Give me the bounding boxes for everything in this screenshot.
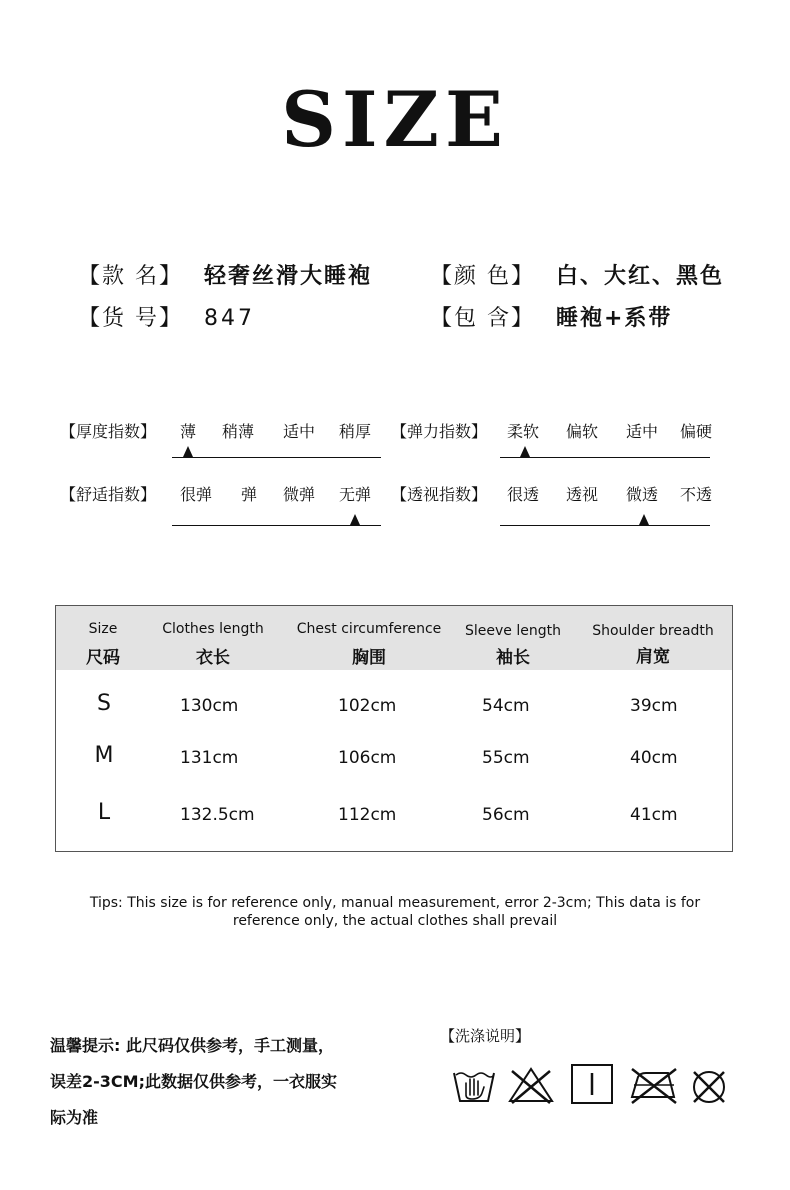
- elasticity-option: 偏硬: [680, 422, 713, 441]
- tips-text: [0, 894, 790, 930]
- thickness-index-label: 【厚度指数】: [60, 422, 157, 441]
- table-cell: 132.5cm: [180, 805, 255, 825]
- transparency-scale-line: [500, 525, 710, 526]
- product-package-value: 睡袍+系带: [556, 306, 673, 331]
- warm-tips-line-2: 误差2-3CM;此数据仅供参考，一衣服实: [50, 1072, 337, 1091]
- table-cell: 41cm: [630, 805, 678, 825]
- no-bleach-icon: [506, 1065, 556, 1109]
- product-color-key: 【颜 色】: [430, 264, 535, 289]
- transparency-option: 不透: [680, 485, 713, 504]
- header-size-en: Size: [88, 621, 118, 637]
- elasticity-scale-line: [500, 457, 710, 458]
- header-chest-en: Chest circumference: [296, 621, 442, 637]
- transparency-option: 很透: [507, 485, 540, 504]
- product-number-key: 【货 号】: [78, 306, 183, 331]
- hand-wash-icon: [452, 1065, 496, 1109]
- page-title: SIZE: [281, 75, 509, 164]
- comfort-index-label: 【舒适指数】: [60, 485, 157, 504]
- table-cell: 56cm: [482, 805, 530, 825]
- transparency-option: 微透: [626, 485, 659, 504]
- table-row-size: L: [97, 800, 111, 825]
- table-row-size: S: [97, 691, 111, 716]
- warm-tips: [50, 1028, 400, 1136]
- size-table: [55, 605, 733, 852]
- header-sleeve-zh: 袖长: [496, 648, 530, 668]
- elasticity-option: 柔软: [507, 422, 540, 441]
- washing-title: 【洗涤说明】: [440, 1027, 531, 1045]
- comfort-option: 无弹: [339, 485, 372, 504]
- table-cell: 102cm: [338, 696, 397, 716]
- table-row-size: M: [94, 743, 114, 768]
- product-name-value: 轻奢丝滑大睡袍: [204, 264, 373, 289]
- table-cell: 55cm: [482, 748, 530, 768]
- header-clothes-length-en: Clothes length: [162, 621, 264, 637]
- transparency-index-label: 【透视指数】: [391, 485, 488, 504]
- thickness-option: 适中: [283, 422, 316, 441]
- elasticity-option: 适中: [626, 422, 659, 441]
- product-name-key: 【款 名】: [78, 264, 183, 289]
- tumble-dry-icon: [570, 1063, 614, 1109]
- no-dry-clean-icon: [688, 1067, 730, 1111]
- header-shoulder-en: Shoulder breadth: [592, 623, 714, 639]
- product-name-row: [78, 262, 183, 292]
- tips-line-2: reference only, the actual clothes shall prevail: [232, 913, 558, 929]
- product-color-value: 白、大红、黑色: [556, 264, 725, 289]
- thickness-option: 稍厚: [339, 422, 372, 441]
- transparency-marker: [639, 514, 649, 525]
- table-cell: 131cm: [180, 748, 239, 768]
- product-number-value: 847: [204, 306, 255, 331]
- no-ironing-icon: [628, 1065, 680, 1109]
- comfort-option: 弹: [241, 485, 258, 504]
- header-chest-zh: 胸围: [352, 648, 386, 668]
- thickness-scale-line: [172, 457, 381, 458]
- header-size-zh: 尺码: [86, 648, 120, 668]
- elasticity-marker: [520, 446, 530, 457]
- thickness-option: 薄: [180, 422, 197, 441]
- warm-tips-line-1: 温馨提示: 此尺码仅供参考，手工测量，: [50, 1036, 334, 1055]
- comfort-marker: [350, 514, 360, 525]
- comfort-scale-line: [172, 525, 381, 526]
- header-sleeve-en: Sleeve length: [465, 623, 561, 639]
- header-clothes-length-zh: 衣长: [196, 648, 230, 668]
- table-cell: 106cm: [338, 748, 397, 768]
- thickness-option: 稍薄: [222, 422, 255, 441]
- table-cell: 40cm: [630, 748, 678, 768]
- comfort-option: 很弹: [180, 485, 213, 504]
- tips-line-1: Tips: This size is for reference only, manual measurement, error 2-3cm; This data is for: [89, 895, 701, 911]
- transparency-option: 透视: [566, 485, 599, 504]
- thickness-marker: [183, 446, 193, 457]
- product-package-key: 【包 含】: [430, 306, 535, 331]
- table-cell: 112cm: [338, 805, 397, 825]
- elasticity-index-label: 【弹力指数】: [391, 422, 488, 441]
- table-cell: 54cm: [482, 696, 530, 716]
- table-cell: 39cm: [630, 696, 678, 716]
- header-shoulder-zh: 肩宽: [636, 647, 670, 667]
- table-cell: 130cm: [180, 696, 239, 716]
- comfort-option: 微弹: [283, 485, 316, 504]
- elasticity-option: 偏软: [566, 422, 599, 441]
- warm-tips-line-3: 际为准: [50, 1108, 99, 1127]
